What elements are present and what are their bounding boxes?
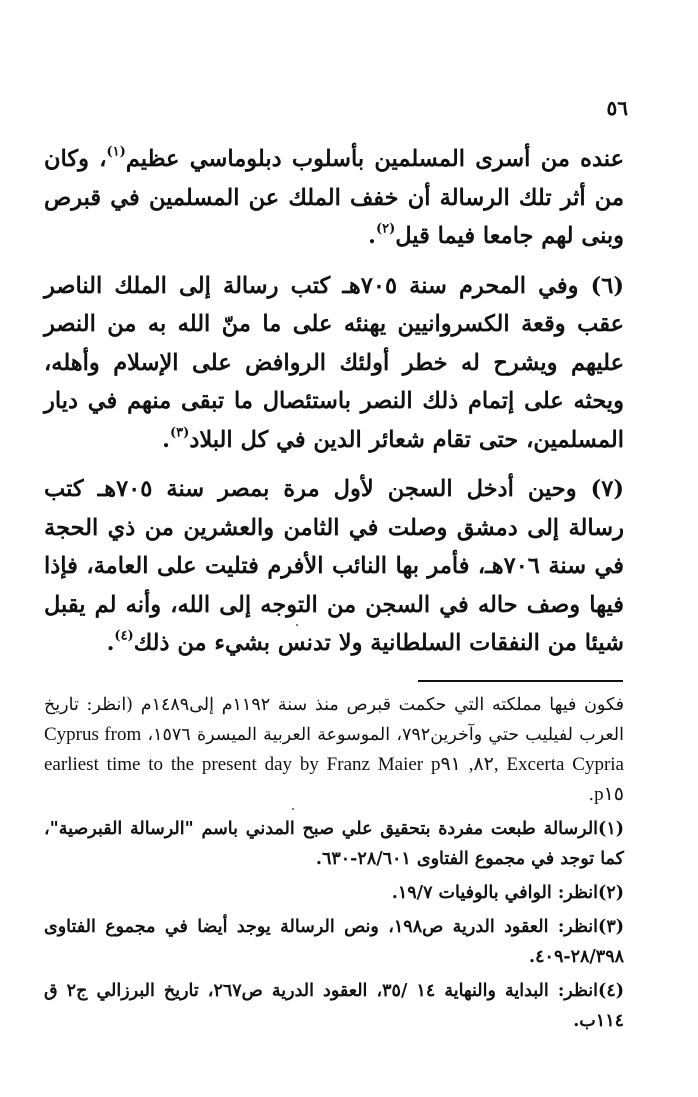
footnote-continuation-latin: Cyprus from earliest time to the present day by Franz Maier p٨٢, ٩١, Excerta Cypria p١٥	[44, 724, 624, 805]
page-number: ٥٦	[606, 96, 628, 120]
footnote-3: (٣)انظر: العقود الدرية ص١٩٨، ونص الرسالة يوجد أيضا في مجموع الفتاوى ٢٨/٣٩٨-٤٠٩.	[44, 917, 624, 967]
paragraph-3	[44, 470, 624, 663]
paragraph-1-text-a: عنده من أسرى المسلمين بأسلوب دبلوماسي عظيم	[125, 146, 624, 172]
footnote-ref-4: (٤)	[114, 628, 134, 644]
paragraph-1-end: .	[368, 223, 376, 249]
paragraph-3-end: .	[106, 630, 115, 656]
scan-speck	[292, 808, 294, 810]
paragraph-1	[44, 140, 624, 256]
footnote-divider	[418, 680, 623, 682]
footnote-ref-2: (٢)	[375, 221, 396, 237]
main-text	[44, 140, 624, 674]
footnote-1: (١)الرسالة طبعت مفردة بتحقيق علي صبح المدني باسم "الرسالة القبرصية"، كما توجد في مجموع الفتاوى ٢٨/٦٠١-٦٣٠.	[44, 819, 624, 869]
footnote-continuation	[44, 690, 624, 810]
footnote-ref-1: (١)	[106, 144, 126, 160]
footnote-ref-3: (٣)	[170, 425, 190, 441]
paragraph-2	[44, 267, 624, 460]
paragraph-2-text: (٦) وفي المحرم سنة ٧٠٥هـ كتب رسالة إلى الملك الناصر عقب وقعة الكسروانيين يهنئه على ما منّ الله به من النصر عليهم ويشرح له خطر أولئك الروافض على الإسلام وأهله، ويحثه على إتمام ذلك النصر باستئصال ما تبقى منهم في ديار المسلمين، حتى تقام شعائر الدين في كل البلاد	[44, 272, 624, 453]
paragraph-1-text-b: ، وكان من أثر تلك الرسالة أن خفف الملك عن المسلمين في قبرص وبنى لهم جامعا فيما قيل	[44, 146, 624, 249]
footnote-4: (٤)انظر: البداية والنهاية ١٤ /٣٥، العقود الدرية ص٢٦٧، تاريخ البرزالي ج٢ ق ١١٤ب.	[44, 981, 625, 1031]
footnote-2: (٢)انظر: الوافي بالوفيات ١٩/٧.	[391, 883, 624, 903]
paragraph-3-text: (٧) وحين أدخل السجن لأول مرة بمصر سنة ٧٠٥هـ كتب رسالة إلى دمشق وصلت في الثامن والعشرين من ذي الحجة في سنة ٧٠٦هـ، فأمر بها النائب الأفرم فتليت على العامة، فإذا فيها وصف حاله في السجن من التوجه إلى الله، وأنه لم يقبل شيئا من النفقات السلطانية ولا تدنس بشيء من ذلك	[44, 476, 624, 656]
footnotes	[44, 690, 624, 1040]
footnote-continuation-arabic: فكون فيها مملكته التي حكمت قبرص منذ سنة ١١٩٢م إلى١٤٨٩م (انظر: تاريخ العرب لفيليب حتي وآخرين٧٩٢، الموسوعة العربية الميسرة ١٥٧٦،	[44, 695, 624, 745]
scan-speck	[296, 624, 298, 626]
footnote-continuation-end: .	[588, 785, 595, 805]
paragraph-2-end: .	[162, 426, 171, 453]
